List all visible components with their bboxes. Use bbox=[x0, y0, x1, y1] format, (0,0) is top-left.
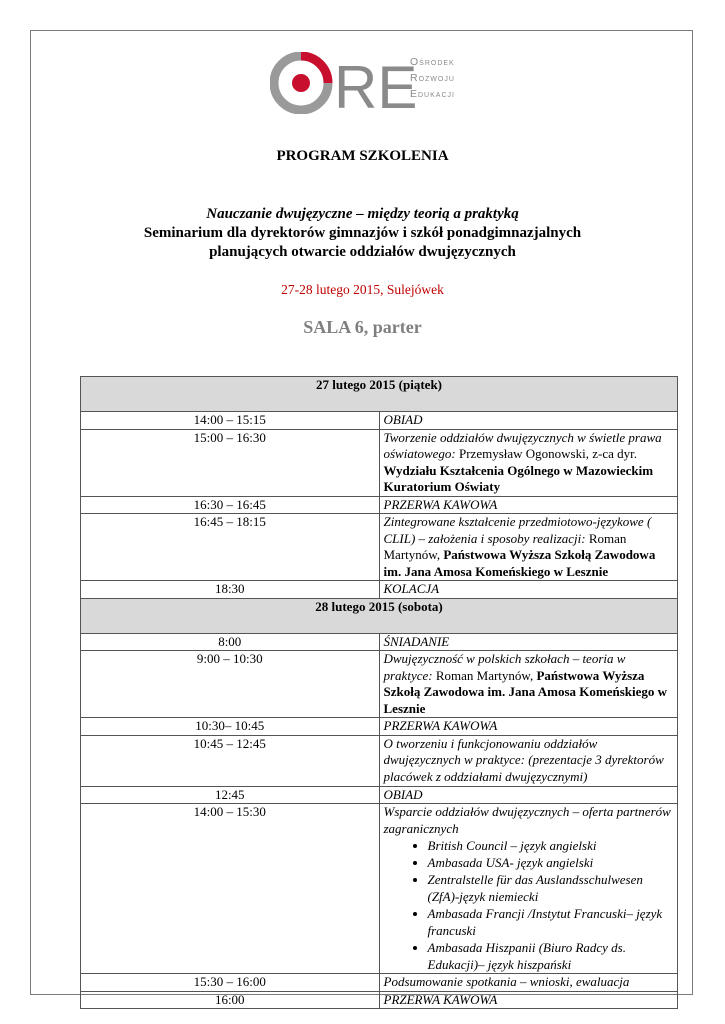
logo-letters: RE bbox=[334, 54, 418, 114]
time-cell: 16:30 – 16:45 bbox=[81, 496, 380, 514]
table-row bbox=[81, 735, 678, 786]
time-cell: 14:00 – 15:30 bbox=[81, 804, 380, 974]
table-row bbox=[81, 514, 678, 581]
time-cell: 10:30– 10:45 bbox=[81, 718, 380, 736]
time-cell: 8:00 bbox=[81, 633, 380, 651]
table-row bbox=[81, 581, 678, 599]
list-item: • Ambasada USA- język angielski bbox=[428, 854, 674, 871]
list-item: • Ambasada Hiszpanii (Biuro Radcy ds. Edukacji)– język hiszpański bbox=[428, 939, 674, 973]
partners-list bbox=[384, 837, 674, 973]
table-row bbox=[81, 651, 678, 718]
table-row bbox=[81, 804, 678, 974]
logo-text bbox=[410, 54, 455, 102]
activity-cell: Dwujęzyczność w polskich szkołach – teoria w praktyce: Roman Martynów, Państwowa Wyższa Szkołą Zawodowa im. Jana Amosa Komeńskiego w Lesznie bbox=[379, 651, 678, 718]
table-row bbox=[81, 496, 678, 514]
table-row bbox=[81, 429, 678, 496]
date-place: 27-28 lutego 2015, Sulejówek bbox=[281, 282, 444, 297]
activity-cell: Podsumowanie spotkania – wnioski, ewaluacja bbox=[379, 974, 678, 992]
program-table bbox=[80, 376, 678, 1009]
room-info: SALA 6, parter bbox=[303, 317, 422, 337]
time-cell: 12:45 bbox=[81, 786, 380, 804]
time-cell: 16:45 – 18:15 bbox=[81, 514, 380, 581]
activity-cell: OBIAD bbox=[379, 412, 678, 430]
activity-cell: Zintegrowane kształcenie przedmiotowo-językowe ( CLIL) – założenia i sposoby realizacji: Roman Martynów, Państwowa Wyższa Szkołą Zawodowa im. Jana Amosa Komeńskiego w Lesznie bbox=[379, 514, 678, 581]
activity-cell: ŚNIADANIE bbox=[379, 633, 678, 651]
list-item: • Zentralstelle für das Auslandsschulwesen (ZfA)-język niemiecki bbox=[428, 871, 674, 905]
activity-cell: PRZERWA KAWOWA bbox=[379, 496, 678, 514]
logo-o-icon bbox=[274, 56, 328, 110]
table-row bbox=[81, 412, 678, 430]
day-header: 28 lutego 2015 (sobota) bbox=[81, 598, 678, 633]
table-row bbox=[81, 991, 678, 1009]
table-row bbox=[81, 974, 678, 992]
day-header: 27 lutego 2015 (piątek) bbox=[81, 377, 678, 412]
logo-line-1: Ośrodek bbox=[410, 56, 455, 68]
seminar-topic: Nauczanie dwujęzyczne – między teorią a praktyką bbox=[206, 206, 519, 222]
time-cell: 9:00 – 10:30 bbox=[81, 651, 380, 718]
table-row bbox=[81, 718, 678, 736]
logo-line-2: Rozwoju bbox=[410, 72, 455, 84]
time-cell: 15:00 – 16:30 bbox=[81, 429, 380, 496]
seminar-subtitle-line-2: planujących otwarcie oddziałów dwujęzycznych bbox=[209, 244, 516, 260]
table-row bbox=[81, 786, 678, 804]
seminar-subtitle-line-1: Seminarium dla dyrektorów gimnazjów i szkół ponadgimnazjalnych bbox=[143, 225, 582, 241]
time-cell: 18:30 bbox=[81, 581, 380, 599]
activity-cell: PRZERWA KAWOWA bbox=[379, 718, 678, 736]
time-cell: 16:00 bbox=[81, 991, 380, 1009]
logo-line-3: Edukacji bbox=[410, 88, 455, 100]
activity-cell: O tworzeniu i funkcjonowaniu oddziałów dwujęzycznych w praktyce: (prezentacje 3 dyrektorów placówek z oddziałami dwujęzycznymi) bbox=[379, 735, 678, 786]
activity-cell: Tworzenie oddziałów dwujęzycznych w świetle prawa oświatowego: Przemysław Ogonowski, z-ca dyr. Wydziału Kształcenia Ogólnego w Mazowieckim Kuratorium Oświaty bbox=[379, 429, 678, 496]
activity-cell: OBIAD bbox=[379, 786, 678, 804]
table-row bbox=[81, 633, 678, 651]
partners-heading: Wsparcie oddziałów dwujęzycznych – oferta partnerów zagranicznych bbox=[383, 804, 671, 836]
activity-cell: PRZERWA KAWOWA bbox=[379, 991, 678, 1009]
activity-cell: KOLACJA bbox=[379, 581, 678, 599]
time-cell: 14:00 – 15:15 bbox=[81, 412, 380, 430]
page-title: PROGRAM SZKOLENIA bbox=[276, 148, 449, 164]
list-item: • British Council – język angielski bbox=[428, 837, 674, 854]
time-cell: 10:45 – 12:45 bbox=[81, 735, 380, 786]
time-cell: 15:30 – 16:00 bbox=[81, 974, 380, 992]
activity-cell bbox=[379, 804, 678, 974]
list-item: • Ambasada Francji /Instytut Francuski– język francuski bbox=[428, 905, 674, 939]
